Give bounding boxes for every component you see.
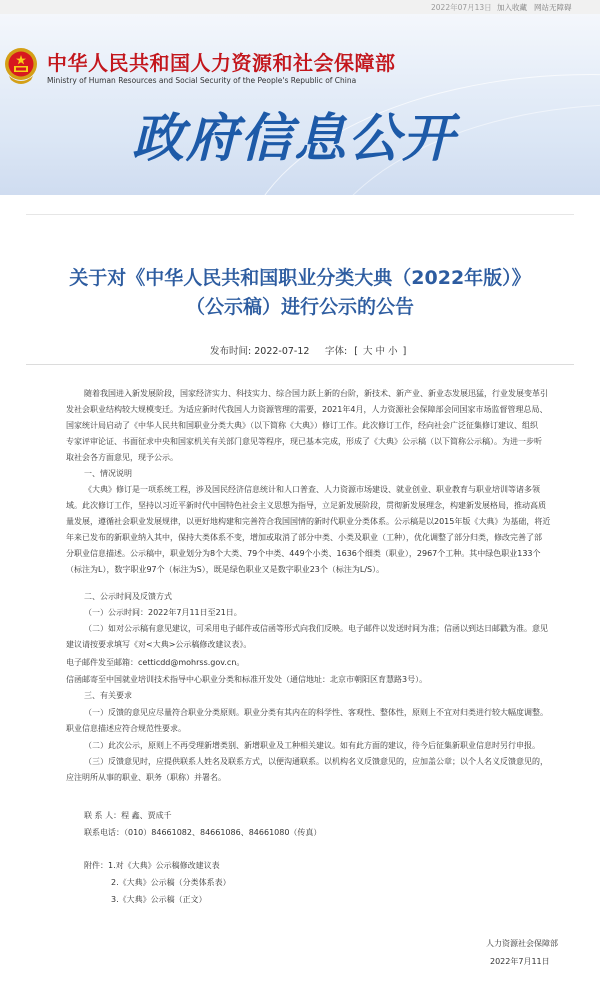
body-line: 应注明所从事的职业、职务（职称）并署名。 bbox=[66, 773, 226, 782]
body-line: （标注为L），数字职业97个（标注为S），既是绿色职业又是数字职业23个（标注为L/S）。 bbox=[66, 565, 385, 574]
body-text-block-3b bbox=[66, 637, 566, 653]
body-text-block-1b bbox=[66, 402, 566, 466]
header-banner bbox=[0, 14, 600, 195]
attachment-link[interactable]: 2.《大典》公示稿（分类体系表） bbox=[111, 878, 231, 887]
publish-label: 发布时间: bbox=[210, 346, 252, 357]
body-line: 专家评审论证、书面征求中央和国家机关有关部门意见等程序，现已基本完成，形成了《大典》公示稿（以下简称公示稿）。为进一步听 bbox=[66, 437, 542, 446]
body-text-block-4 bbox=[84, 705, 584, 721]
section-heading-1 bbox=[84, 466, 584, 482]
article-title-line-1: 关于对《中华人民共和国职业分类大典（2022年版）》 bbox=[69, 267, 531, 289]
body-line: 分职业信息描述。公示稿中，职业划分为8个大类、79个中类、449个小类、1636个细类（职业），2967个工种。其中绿色职业133个 bbox=[66, 549, 541, 558]
email-line: 电子邮件发至邮箱：cetticdd@mohrss.gov.cn。 bbox=[66, 658, 245, 667]
meta-divider bbox=[26, 364, 574, 365]
body-line: 年来已发布的新职业纳入其中，保持大类体系不变，增加或取消了部分中类、小类及职业（工种），优化调整了部分归类，修改完善了部 bbox=[66, 533, 542, 542]
body-line: 建议请按要求填写《对<大典>公示稿修改建议表》。 bbox=[66, 640, 252, 649]
section-heading-3 bbox=[84, 688, 584, 704]
current-date: 2022年07月13日 bbox=[431, 3, 492, 12]
signature-date: 2022年7月11日 bbox=[490, 957, 550, 966]
body-line: 量发展，遵循社会职业发展规律，以更好地构建和完善符合我国国情的新时代职业分类体系。公示稿是以2015年版《大典》为基础，将近 bbox=[66, 517, 551, 526]
font-bracket-open: [ bbox=[354, 346, 358, 357]
body-text-block-4b bbox=[66, 721, 566, 737]
body-text-block-3c bbox=[66, 655, 566, 671]
attachment-link[interactable]: 附件：1.对《大典》公示稿修改建议表 bbox=[84, 861, 220, 870]
body-text-block-3d bbox=[66, 672, 566, 688]
body-text-block-2b bbox=[66, 498, 566, 578]
body-text-block-3 bbox=[84, 605, 584, 637]
ministry-name-cn: 中华人民共和国人力资源和社会保障部 bbox=[47, 51, 396, 75]
accessibility-link[interactable]: 网站无障碍 bbox=[534, 3, 572, 12]
section-heading-2 bbox=[84, 589, 584, 605]
attachment-2[interactable] bbox=[111, 875, 600, 891]
body-line: 职业信息描述应符合规范性要求。 bbox=[66, 724, 186, 733]
font-size-control bbox=[323, 343, 408, 357]
body-line: 域。此次修订工作，坚持以习近平新时代中国特色社会主义思想为指导，立足新发展阶段，贯彻新发展理念，构建新发展格局，推动高质 bbox=[66, 501, 546, 510]
body-line: 《大典》修订是一项系统工程，涉及国民经济信息统计和人口普查、人力资源市场建设、就业创业、职业教育与职业培训等诸多领 bbox=[84, 485, 540, 494]
body-line: 随着我国进入新发展阶段，国家经济实力、科技实力、综合国力跃上新的台阶，新技术、新产业、新业态发展迅猛，行业发展变革引 bbox=[84, 389, 548, 398]
body-text-block-2 bbox=[84, 482, 584, 498]
attachment-1[interactable] bbox=[84, 858, 584, 874]
body-line: （二）此次公示，原则上不再受理新增类别、新增职业及工种相关建议。如有此方面的建议，待今后征集新职业信息时另行申报。 bbox=[84, 741, 540, 750]
body-line: （一）反馈的意见应尽量符合职业分类原则。职业分类有其内在的科学性、客观性、整体性，原则上不宜对归类进行较大幅度调整。 bbox=[84, 708, 548, 717]
contact-person: 联 系 人：程 鑫、贾成千 bbox=[84, 811, 172, 820]
signature-org: 人力资源社会保障部 bbox=[486, 939, 558, 948]
attachment-link[interactable]: 3.《大典》公示稿（正文） bbox=[111, 895, 207, 904]
top-bar bbox=[0, 0, 600, 14]
body-line: 取社会各方面意见，现予公示。 bbox=[66, 453, 178, 462]
body-text-block-4c bbox=[84, 738, 584, 770]
section-heading: 二、公示时间及反馈方式 bbox=[84, 592, 172, 601]
article-title-line-2: （公示稿）进行公示的公告 bbox=[185, 296, 414, 318]
body-line: （二）如对公示稿有意见建议，可采用电子邮件或信函等形式向我们反映。电子邮件以发送时间为准；信函以到达日邮戳为准。意见 bbox=[84, 624, 548, 633]
body-line: 发社会职业结构较大规模变迁。为适应新时代我国人力资源管理的需要，2021年4月，人力资源社会保障部会同国家市场监督管理总局、 bbox=[66, 405, 548, 414]
body-line: （三）反馈意见时，应提供联系人姓名及联系方式，以便沟通联系。以机构名义反馈意见的，应加盖公章；以个人名义反馈意见的， bbox=[84, 757, 548, 766]
section-heading: 一、情况说明 bbox=[84, 469, 132, 478]
section-title: 政府信息公开 bbox=[132, 109, 457, 169]
font-medium-button[interactable]: 中 bbox=[375, 346, 386, 357]
publish-date: 2022-07-12 bbox=[254, 346, 310, 357]
add-favorite-link[interactable]: 加入收藏 bbox=[497, 3, 527, 12]
attachment-3[interactable] bbox=[111, 892, 600, 908]
font-size-label: 字体: bbox=[325, 346, 348, 357]
ministry-name-en: Ministry of Human Resources and Social Security of the People's Republic of China bbox=[47, 76, 357, 85]
contact-phone: 联系电话：（010）84661082、84661086、84661080（传真） bbox=[84, 828, 322, 837]
mail-line: 信函邮寄至中国就业培训技术指导中心职业分类和标准开发处（通信地址：北京市朝阳区育慧路3号）。 bbox=[66, 675, 428, 684]
body-text-block-1 bbox=[84, 386, 584, 402]
body-text-block-4d bbox=[66, 770, 566, 786]
publish-info bbox=[210, 343, 309, 357]
content-top-separator bbox=[26, 214, 574, 215]
section-heading: 三、有关要求 bbox=[84, 691, 132, 700]
national-emblem-icon bbox=[3, 46, 39, 88]
body-line: （一）公示时间：2022年7月11日至21日。 bbox=[84, 608, 242, 617]
font-small-button[interactable]: 小 bbox=[388, 346, 398, 357]
font-large-button[interactable]: 大 bbox=[362, 346, 373, 357]
body-line: 国家统计局启动了《中华人民共和国职业分类大典》（以下简称《大典》）修订工作。此次修订工作，经向社会广泛征集修订建议、组织 bbox=[66, 421, 538, 430]
font-bracket-close: ] bbox=[402, 346, 407, 357]
